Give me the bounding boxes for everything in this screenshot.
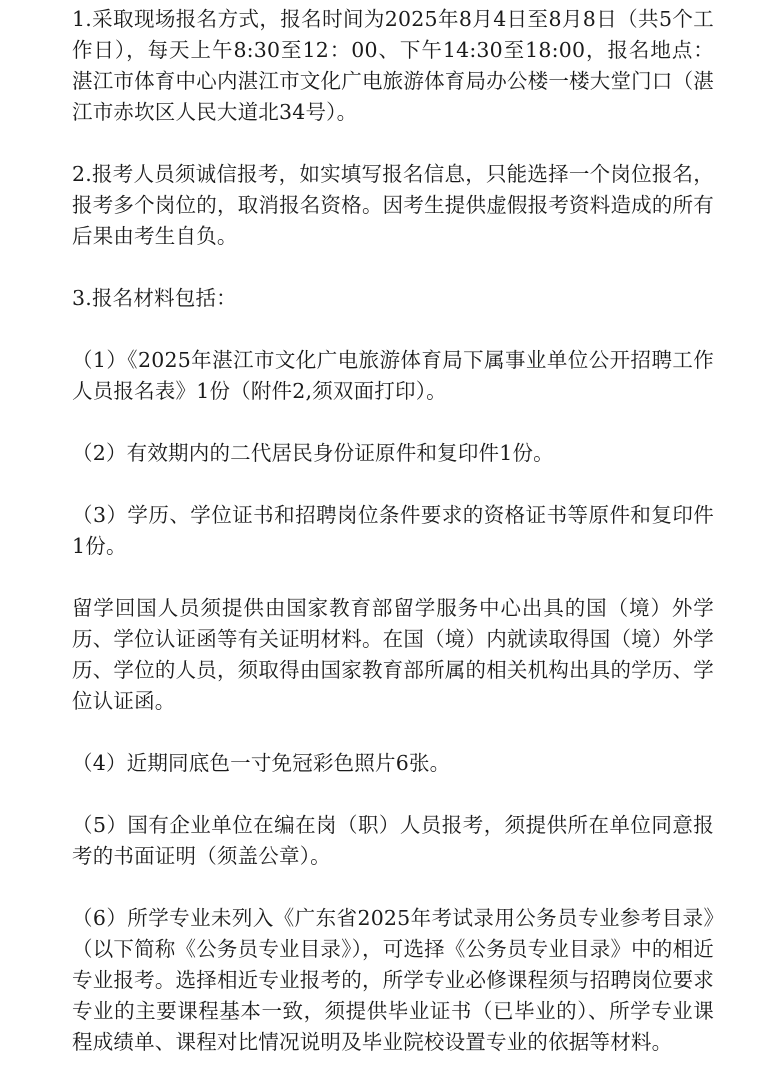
paragraph-item-5-employer-proof: （5）国有企业单位在编在岗（职）人员报考，须提供所在单位同意报考的书面证明（须盖公章）。 [72, 813, 714, 868]
paragraph-item-2-id-card: （2）有效期内的二代居民身份证原件和复印件1份。 [72, 441, 554, 465]
paragraph-item-1-form: （1）《2025年湛江市文化广电旅游体育局下属事业单位公开招聘工作人员报名表》1份（附件2,须双面打印）。 [72, 348, 714, 403]
paragraph-spacer [72, 562, 714, 593]
paragraph-item-3-certificates: （3）学历、学位证书和招聘岗位条件要求的资格证书等原件和复印件1份。 [72, 503, 714, 558]
paragraph-item-4-photos: （4）近期同底色一寸免冠彩色照片6张。 [72, 751, 451, 775]
paragraph-spacer [72, 128, 714, 159]
paragraph-registration-time-place: 1.采取现场报名方式，报名时间为2025年8月4日至8月8日（共5个工作日），每天上午8:30至12：00、下午14:30至18:00，报名地点：湛江市体育中心内湛江市文化广电旅游体育局办公楼一楼大堂门口（湛江市赤坎区人民大道北34号）。 [72, 7, 714, 124]
paragraph-spacer [72, 252, 714, 283]
paragraph-overseas-degree: 留学回国人员须提供由国家教育部留学服务中心出具的国（境）外学历、学位认证函等有关证明材料。在国（境）内就读取得国（境）外学历、学位的人员，须取得由国家教育部所属的相关机构出具的学历、学位认证函。 [72, 596, 714, 713]
paragraph-spacer [72, 779, 714, 810]
paragraph-honest-application: 2.报考人员须诚信报考，如实填写报名信息，只能选择一个岗位报名，报考多个岗位的，取消报名资格。因考生提供虚假报考资料造成的所有后果由考生自负。 [72, 162, 714, 248]
paragraph-spacer [72, 469, 714, 500]
paragraph-item-6-major-catalog: （6）所学专业未列入《广东省2025年考试录用公务员专业参考目录》（以下简称《公务员专业目录》），可选择《公务员专业目录》中的相近专业报考。选择相近专业报考的，所学专业必修课程须与招聘岗位要求专业的主要课程基本一致，须提供毕业证书（已毕业的）、所学专业课程成绩单、课程对比情况说明及毕业院校设置专业的依据等材料。 [72, 906, 714, 1054]
paragraph-spacer [72, 314, 714, 345]
paragraph-spacer [72, 717, 714, 748]
paragraph-materials-heading: 3.报名材料包括： [72, 286, 237, 310]
paragraph-spacer [72, 407, 714, 438]
paragraph-spacer [72, 872, 714, 903]
